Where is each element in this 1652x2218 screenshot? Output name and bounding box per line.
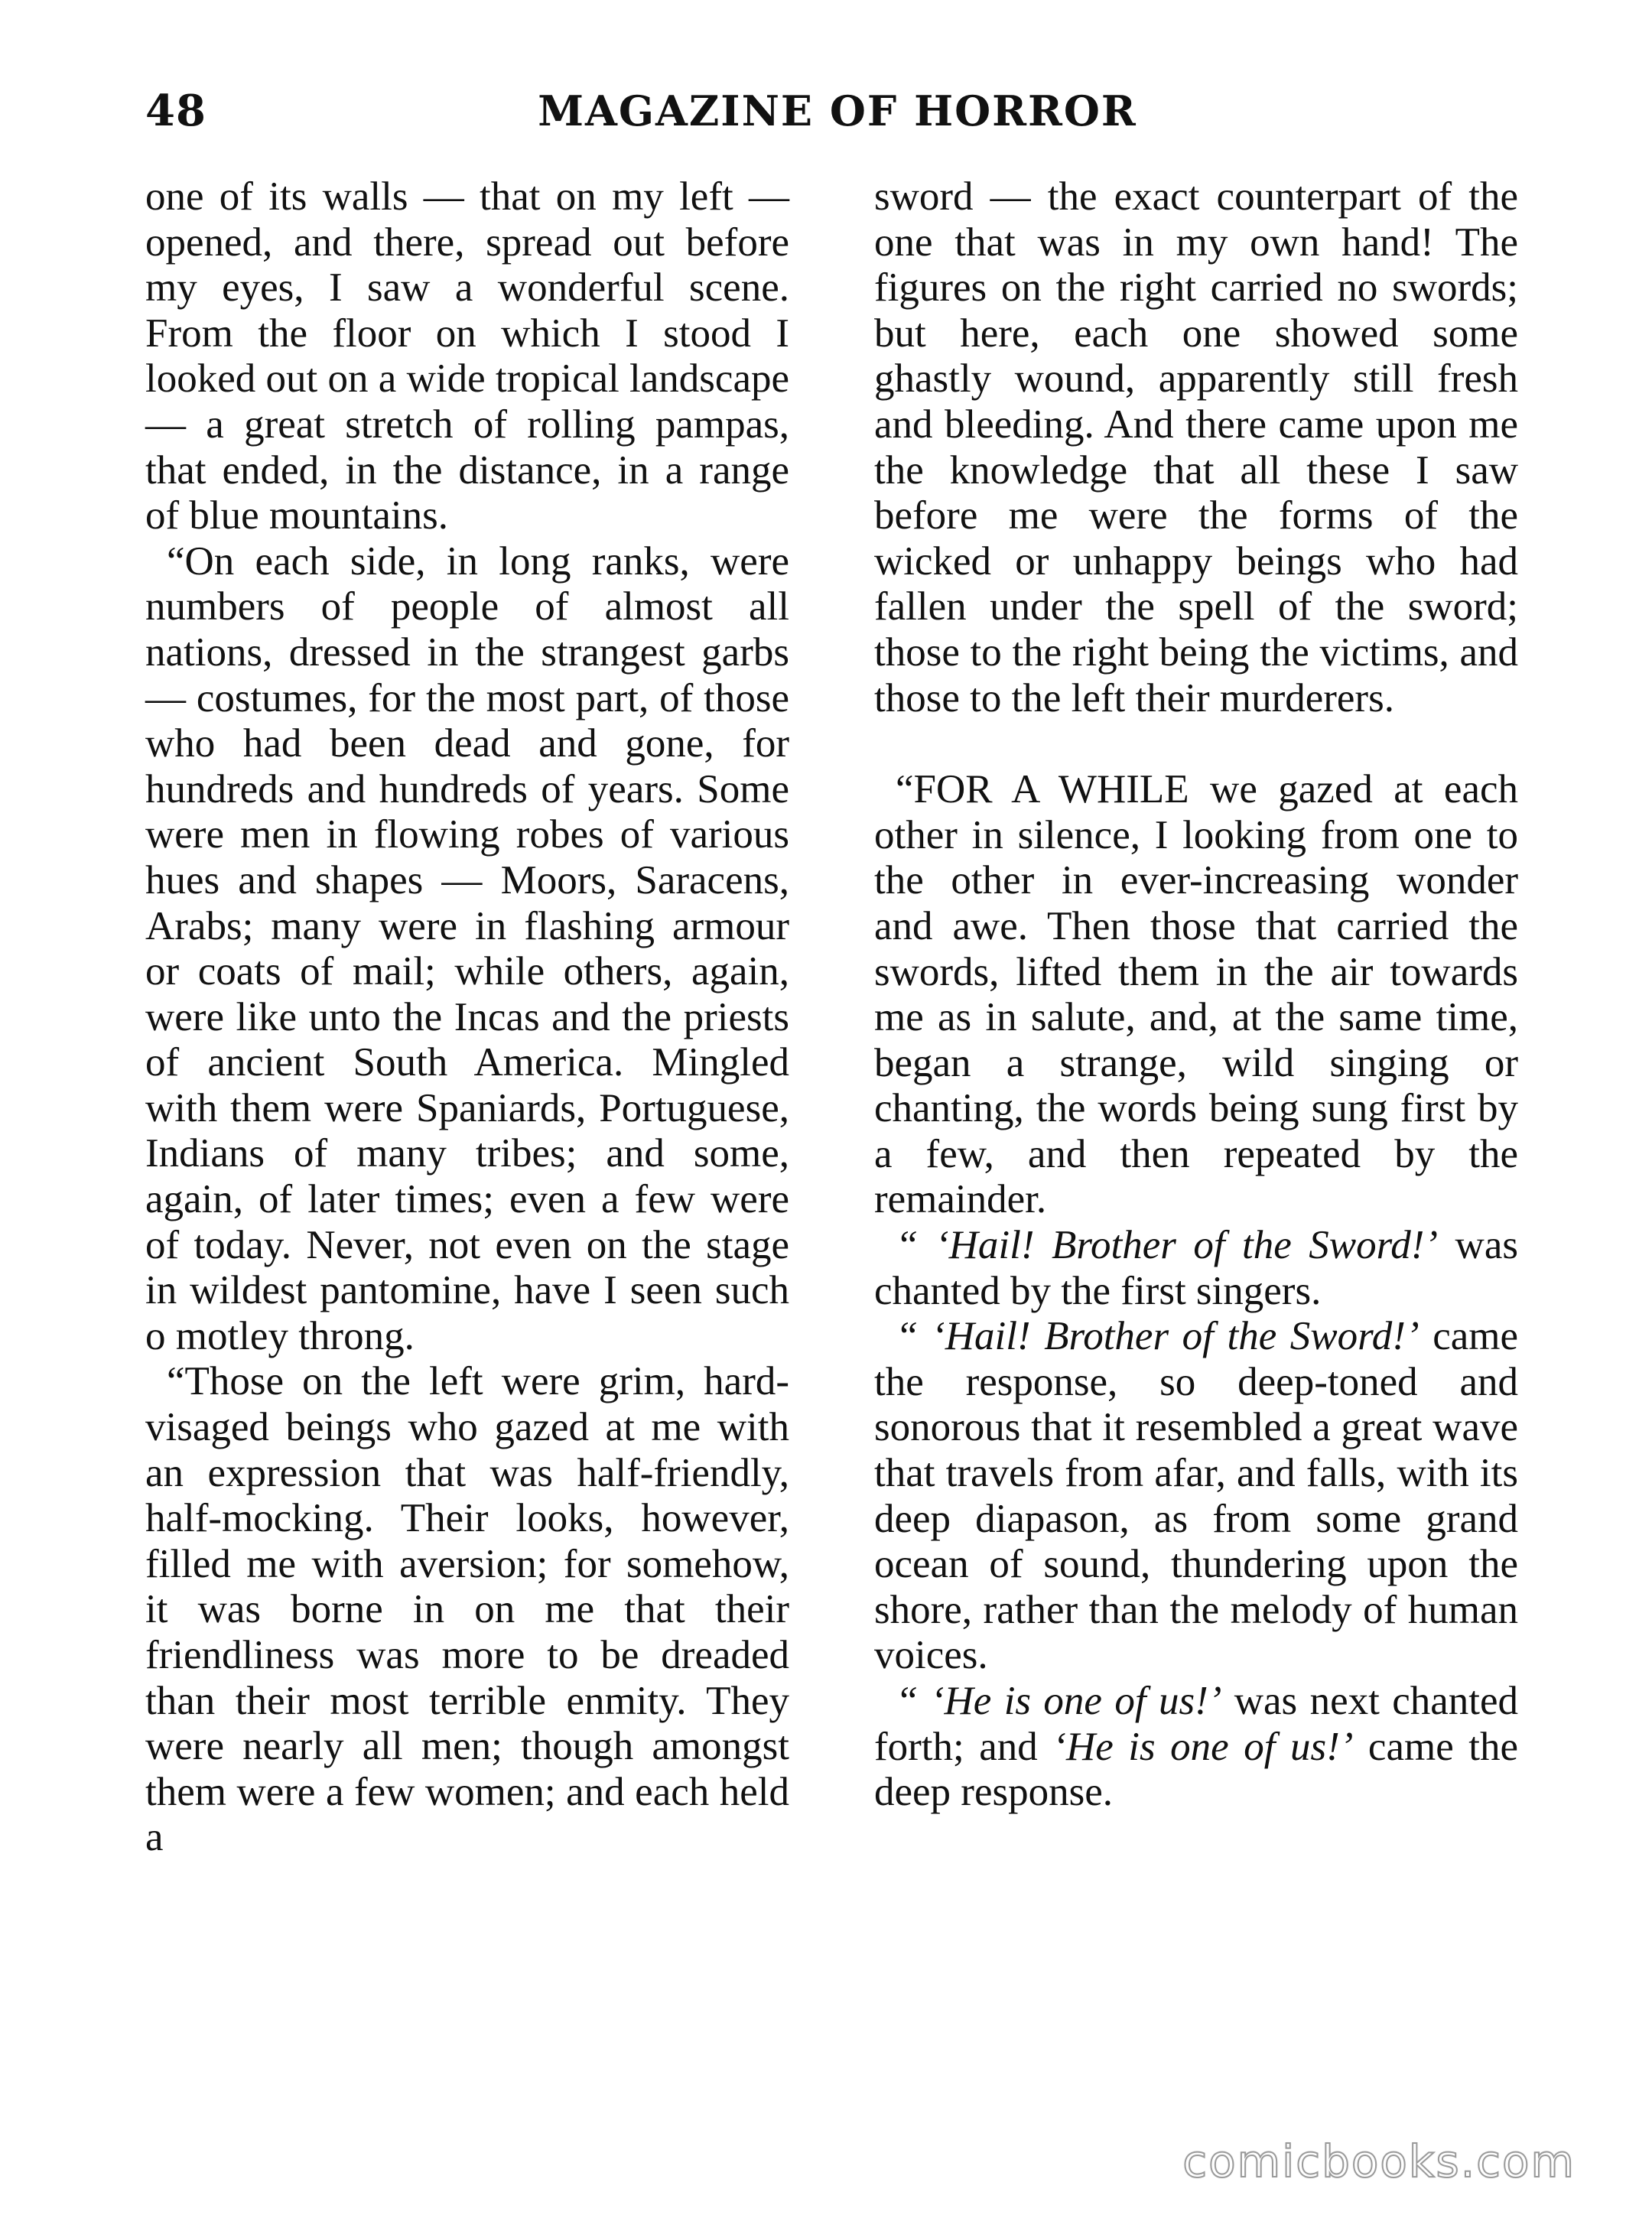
left-paragraph-3: “Those on the left were grim, hard-visaged beings who gazed at me with an expression that was half-friendly, half-mocking. Their looks, however, filled me with aversion; for somehow, it was borne in on me that their friendliness was more to be dreaded than their most terrible enmity. They were nearly all men; though amongst them were a few women; and each held a: [145, 1359, 789, 1860]
chant-quote-3b: ‘He is one of us!’: [1052, 1724, 1354, 1769]
right-paragraph-section-start: “FOR A WHILE we gazed at each other in silence, I looking from one to the other in ever-increasing wonder and awe. Then those that carried the swords, lifted them in the air towards me as in salute, and, at the same time, began a strange, wild singing or chanting, the words being sung first by a few, and then repeated by the remainder.: [874, 767, 1518, 1222]
right-column: [874, 174, 1518, 1816]
chant-paragraph-2: [874, 1314, 1518, 1679]
chant-paragraph-3: [874, 1679, 1518, 1816]
left-paragraph-2: “On each side, in long ranks, were numbers of people of almost all nations, dressed in the strangest garbs — costumes, for the most part, of those who had been dead and gone, for hundreds and hundreds of years. Some were men in flowing robes of various hues and shapes — Moors, Saracens, Arabs; many were in flashing armour or coats of mail; while others, again, were like unto the Incas and the priests of ancient South America. Mingled with them were Spaniards, Portuguese, Indians of many tribes; and some, again, of later times; even a few were of today. Never, not even on the stage in wildest pantomine, have I seen such o motley throng.: [145, 538, 789, 1358]
chant-quote-3: “ ‘He is one of us!’: [896, 1679, 1222, 1723]
chant-text-2: came the response, so deep-toned and sonorous that it resembled a great wave that travels from afar, and falls, with its deep diapason, as from some grand ocean of sound, thundering upon the shore, rather than the melody of human voices.: [874, 1314, 1518, 1678]
page-number: 48: [145, 86, 206, 136]
running-title: MAGAZINE OF HORROR: [538, 86, 1137, 135]
section-break: [874, 721, 1518, 767]
chant-paragraph-1: [874, 1223, 1518, 1314]
left-column: [145, 174, 789, 1861]
page-header: [145, 76, 1530, 145]
watermark: comicbooks.com: [1182, 2135, 1576, 2187]
chant-quote-1: “ ‘Hail! Brother of the Sword!’: [896, 1223, 1439, 1268]
left-paragraph-1: one of its walls — that on my left — opened, and there, spread out before my eyes, I saw a wonderful scene. From the floor on which I stood I looked out on a wide tropical landscape — a great stretch of rolling pampas, that ended, in the distance, in a range of blue mountains.: [145, 174, 789, 538]
right-paragraph-1: sword — the exact counterpart of the one that was in my own hand! The figures on the right carried no swords; but here, each one showed some ghastly wound, apparently still fresh and bleeding. And there came upon me the knowledge that all these I saw before me were the forms of the wicked or unhappy beings who had fallen under the spell of the sword; those to the right being the victims, and those to the left their murderers.: [874, 174, 1518, 720]
chant-text-1: was chanted by the first singers.: [874, 1223, 1518, 1313]
chant-quote-2: “ ‘Hail! Brother of the Sword!’: [896, 1314, 1419, 1359]
chant-text-3a: was next chanted forth; and: [874, 1679, 1518, 1769]
chant-text-3b: came the deep response.: [874, 1724, 1518, 1815]
